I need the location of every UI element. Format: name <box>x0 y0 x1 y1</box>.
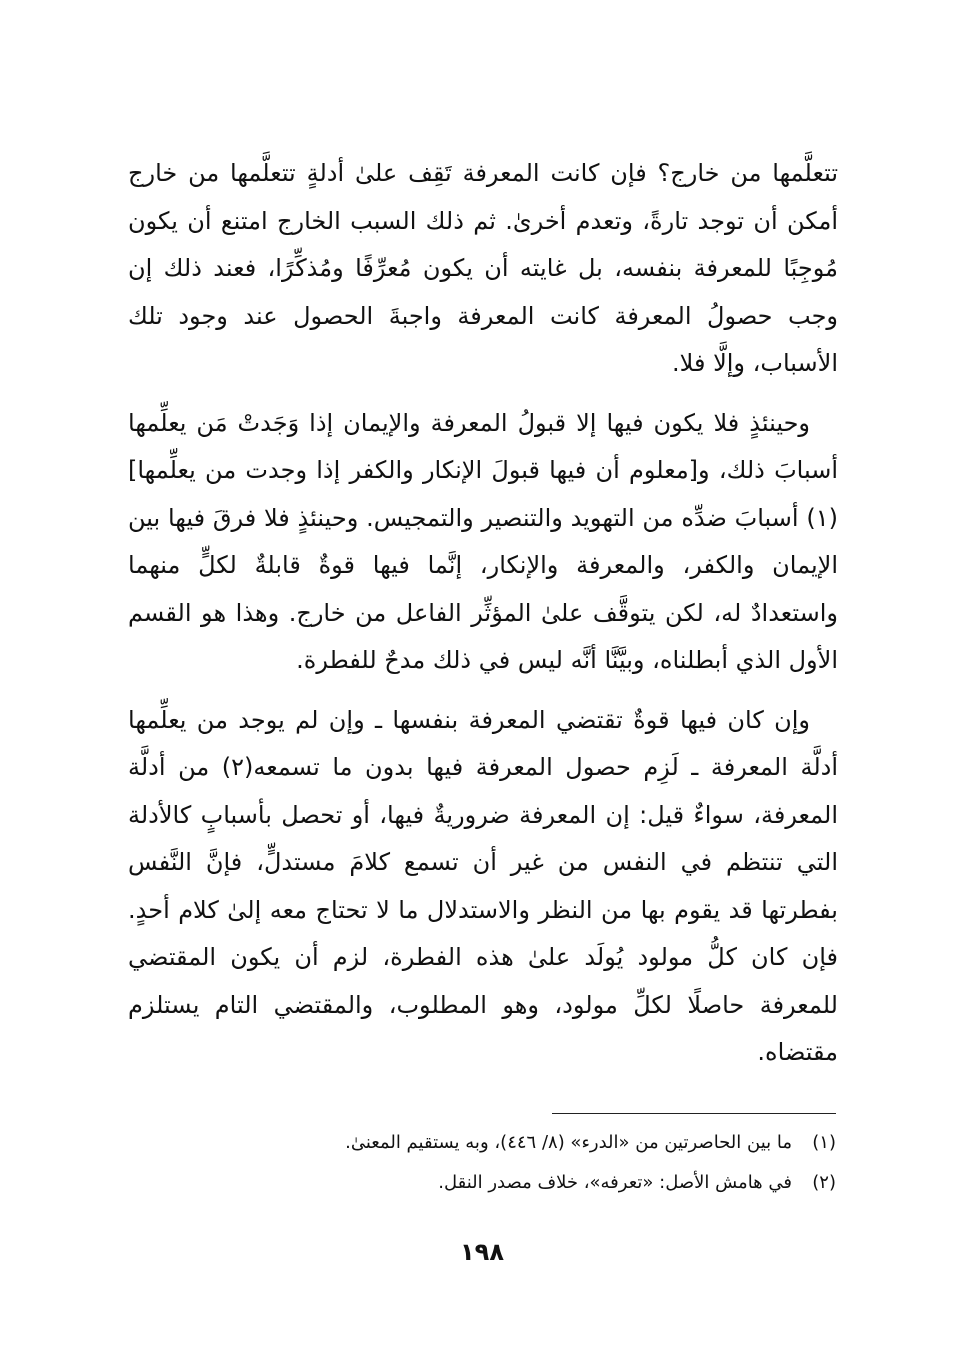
paragraph-3: وإن كان فيها قوةٌ تقتضي المعرفة بنفسها ـ وإن لم يوجد من يعلِّمها أدلَّة المعرفة ـ لَزِم حصول المعرفة فيها بدون ما تسمعه(٢) من أدلَّة المعرفة، سواءٌ قيل: إن المعرفة ضروريةٌ فيها، أو تحصل بأسبابٍ كالأدلة التي تنتظم في النفس من غير أن تسمع كلامَ مستدلٍّ، فإنَّ النَّفس بفطرتها قد يقوم بها من النظر والاستدلال ما لا تحتاج معه إلىٰ كلام أحدٍ. فإن كان كلُّ مولود يُولَد علىٰ هذه الفطرة، لزم أن يكون المقتضي للمعرفة حاصلًا لكلِّ مولود، وهو المطلوب، والمقتضي التام يستلزم مقتضاه. <box>128 705 838 1066</box>
paragraph-1: تتعلَّمها من خارج؟ فإن كانت المعرفة تَقِف علىٰ أدلةٍ تتعلَّمها من خارج أمكن أن توجد تارةً، وتعدم أخرىٰ. ثم ذلك السبب الخارج امتنع أن يكون مُوجِبًا للمعرفة بنفسه، بل غايته أن يكون مُعرِّفًا ومُذكِّرًا، فعند ذلك إن وجب حصولُ المعرفة كانت المعرفة واجبةَ الحصول عند وجود تلك الأسباب، وإلَّا فلا. <box>128 159 838 377</box>
footnote-2 <box>126 1163 836 1203</box>
footnote-divider <box>552 1113 836 1114</box>
paragraph-2: وحينئذٍ فلا يكون فيها إلا قبولُ المعرفة والإيمان إذا وَجَدتْ مَن يعلِّمها أسبابَ ذلك، و[معلوم أن فيها قبولَ الإنكار والكفر إذا وجدت من يعلِّمها](١) أسبابَ ضدِّه من التهويد والتنصير والتمجيس. وحينئذٍ فلا فرقَ فيها بين الإيمان والكفر، والمعرفة والإنكار، إنَّما فيها قوةٌ قابلةٌ لكلٍّ منهما واستعدادٌ له، لكن يتوقَّف علىٰ المؤثِّر الفاعل من خارج. وهذا هو القسم الأول الذي أبطلناه، وبيَّنَّا أنَّه ليس في ذلك مدحٌ للفطرة. <box>128 408 838 674</box>
footnote-marker: (٢) <box>812 1172 836 1193</box>
footnote-1 <box>126 1123 836 1163</box>
footnotes <box>126 1123 836 1203</box>
footnote-text: ما بين الحاصرتين من «الدرء» (٨/ ٤٤٦)، وبه يستقيم المعنىٰ. <box>345 1132 792 1153</box>
main-text <box>128 150 838 1077</box>
footnote-text: في هامش الأصل: «تعرفه»، خلاف مصدر النقل. <box>438 1172 792 1193</box>
page-number: ١٩٨ <box>460 1238 504 1266</box>
footnote-marker: (١) <box>812 1132 836 1153</box>
